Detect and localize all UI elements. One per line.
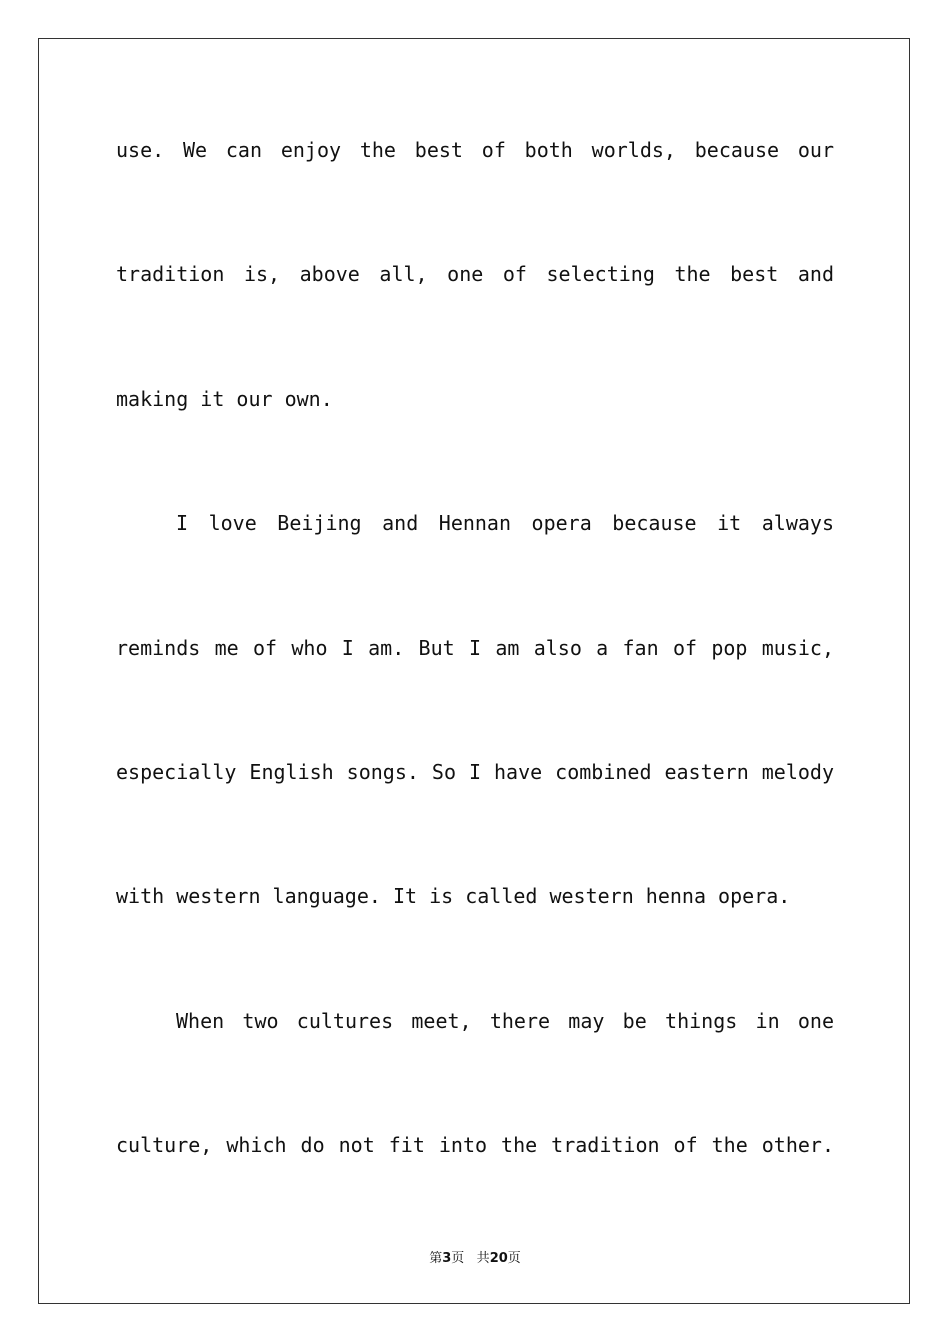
footer-page-suffix: 页 xyxy=(451,1251,465,1266)
page-footer xyxy=(0,1247,950,1266)
footer-page-prefix: 第 xyxy=(429,1251,443,1266)
text-line-5: reminds me of who I am. But I am also a fan of pop music, xyxy=(116,636,834,660)
text-line-2: tradition is, above all, one of selecting the best and xyxy=(116,262,834,286)
text-line-9: culture, which do not fit into the tradition of the other. xyxy=(116,1133,834,1157)
footer-total-prefix: 共 xyxy=(476,1251,490,1266)
text-line-4: I love Beijing and Hennan opera because it always xyxy=(176,511,834,535)
footer-total-pages: 20 xyxy=(489,1251,508,1266)
text-line-1: use. We can enjoy the best of both worlds, because our xyxy=(116,138,834,162)
footer-total-suffix: 页 xyxy=(507,1251,521,1266)
text-line-3: making it our own. xyxy=(116,387,333,411)
text-line-6: especially English songs. So I have combined eastern melody xyxy=(116,760,834,784)
footer-current-page: 3 xyxy=(442,1251,452,1266)
text-line-8: When two cultures meet, there may be things in one xyxy=(176,1009,834,1033)
text-line-7: with western language. It is called western henna opera. xyxy=(116,884,791,908)
page-frame xyxy=(38,38,910,1304)
